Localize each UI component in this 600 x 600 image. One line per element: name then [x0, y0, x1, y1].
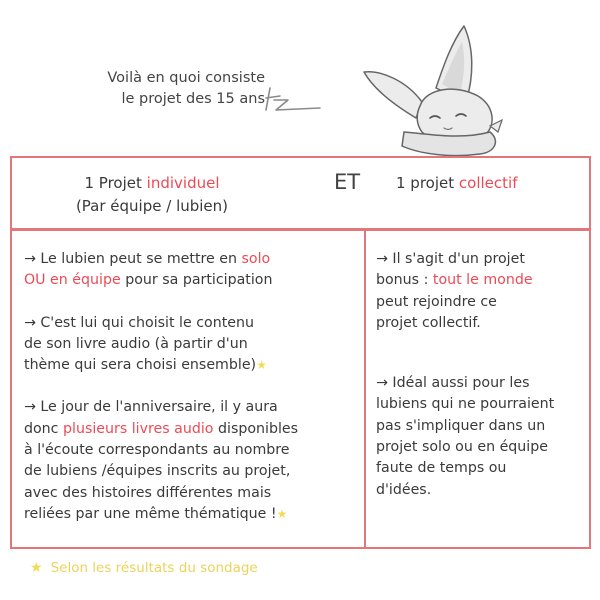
detail-text: → Idéal aussi pour les — [376, 375, 530, 392]
intro-line-1: Voilà en quoi consiste — [107, 70, 265, 86]
individual-project-prefix: 1 Projet — [84, 174, 147, 192]
detail-paragraph-participation — [24, 249, 356, 292]
star-icon: ★ — [276, 506, 288, 521]
detail-text: → Le lubien peut se mettre en — [24, 251, 242, 267]
detail-highlight: solo — [241, 251, 271, 267]
footnote-text: Selon les résultats du sondage — [50, 560, 258, 576]
star-icon: ★ — [256, 358, 267, 373]
detail-text: de son livre audio (à partir d'un — [24, 335, 248, 352]
intro-text — [60, 68, 265, 110]
star-icon: ★ — [30, 560, 43, 576]
detail-paragraph-ideal — [376, 373, 582, 501]
intro-line-2: le projet des 15 ans — [121, 91, 265, 107]
individual-project-highlight: individuel — [146, 174, 220, 192]
collective-project-prefix: 1 projet — [396, 174, 459, 192]
individual-project-details — [24, 249, 356, 546]
detail-paragraph-content — [24, 313, 356, 377]
detail-paragraph-bonus — [376, 249, 582, 334]
projects-details-box — [10, 229, 591, 549]
detail-highlight: OU en équipe — [24, 272, 121, 289]
detail-text: avec des histoires différentes mais — [24, 484, 272, 501]
bat-mascot-icon — [340, 14, 510, 164]
detail-highlight: plusieurs livres audio — [63, 420, 214, 437]
detail-text: pas s'impliquer dans un — [376, 417, 546, 434]
detail-text: lubiens qui ne pourraient — [376, 396, 555, 413]
scribble-icon — [262, 82, 326, 116]
detail-text: → Il s'agit d'un projet — [376, 251, 525, 267]
detail-text: faute de temps ou — [376, 460, 507, 477]
collective-project-highlight: collectif — [458, 174, 518, 192]
detail-text: projet collectif. — [376, 314, 481, 331]
detail-text: pour sa participation — [120, 272, 273, 289]
column-divider — [364, 231, 366, 547]
detail-text: de lubiens /équipes inscrits au projet, — [24, 463, 291, 480]
et-label: ET — [334, 170, 361, 194]
detail-text: bonus : — [376, 272, 433, 289]
detail-text: disponibles — [213, 420, 299, 437]
detail-text: projet solo ou en équipe — [376, 439, 548, 456]
detail-text: → Le jour de l'anniversaire, il y aura — [24, 399, 278, 416]
detail-text: → C'est lui qui choisit le contenu — [24, 314, 254, 331]
detail-text: d'idées. — [376, 481, 432, 498]
detail-text: thème qui sera choisi ensemble) — [24, 357, 257, 374]
detail-text: reliées par une même thématique ! — [24, 505, 277, 522]
projects-header-box — [10, 156, 591, 230]
footnote — [30, 560, 258, 576]
individual-project-title — [52, 172, 252, 218]
detail-text: donc — [24, 420, 63, 437]
individual-project-subtitle: (Par équipe / lubien) — [75, 197, 229, 215]
detail-highlight: tout le monde — [432, 272, 533, 289]
detail-text: peut rejoindre ce — [376, 293, 497, 310]
collective-project-details — [376, 249, 582, 522]
collective-project-title — [396, 172, 517, 195]
detail-paragraph-anniversary — [24, 397, 356, 525]
detail-text: à l'écoute correspondants au nombre — [24, 442, 290, 459]
